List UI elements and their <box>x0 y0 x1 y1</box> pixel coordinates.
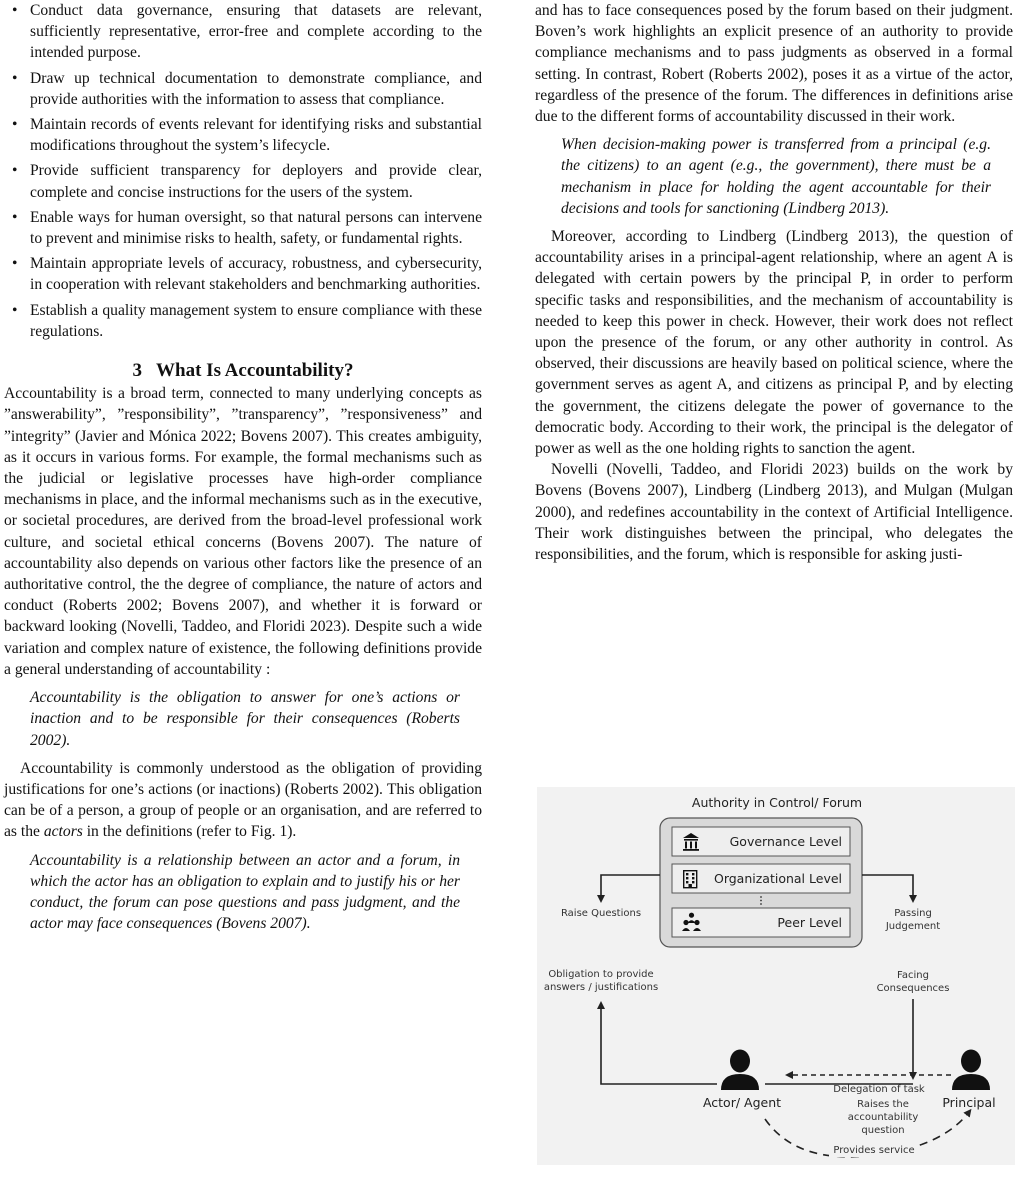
bullet-icon: • <box>12 162 18 180</box>
list-item-text: Establish a quality management system to ensure compliance with these regulations. <box>30 301 482 340</box>
raises-label-line3: question <box>861 1125 905 1136</box>
bullet-icon: • <box>12 116 18 134</box>
paragraph: and has to face consequences posed by the forum based on their judgment. Boven’s work highlights an explicit presence of an authority to provide compliance mechanisms and to pass judgments as observed in a formal setting. In contrast, Robert (Roberts 2002), poses it as a virtue of the actor, regardless of the presence of the forum. The differences in definitions arise due to the different forms of accountability discussed in their work. <box>535 2 1013 126</box>
forum-title: Authority in Control/ Forum <box>691 795 863 810</box>
organizational-level-label: Organizational Level <box>713 871 842 886</box>
block-quote: Accountability is the obligation to answer for one’s actions or inaction and to be responsible for their consequences (Roberts 2002). <box>30 689 460 749</box>
paragraph: Accountability is a broad term, connected to many underlying concepts as ”answerability”, ”responsibility”, ”transparency”, ”responsiveness” and ”integrity” (Javier and Mónica 2022; Bovens 2007). This creates ambiguity, as it occurs in various forms. For example, the formal mechanisms such as the judicial or legislative processes have high-order compliance mechanisms in place, and the informal mechanisms such as in the executive, or societal procedures, are derived from the broad-level professional work culture, and societal ethical concerns (Bovens 2007). The nature of accountability also depends on various other factors like the presence of an authoritative control, the the degree of compliance, the nature of actors and conduct (Roberts 2002; Bovens 2007), and whether it is forward or backward looking (Novelli, Taddeo, and Floridi 2023). Despite such a wide variation and complex nature of existence, the following definitions provide a general understanding of accountability : <box>4 385 482 678</box>
paragraph <box>4 758 482 843</box>
facing-label-line2: Consequences <box>876 983 950 994</box>
paragraph: Moreover, according to Lindberg (Lindberg 2013), the question of accountability arises in a principal-agent relationship, where an agent A is delegated with certain powers by the principal P, in order to perform specific tasks and responsibilities, and the mechanism of accountability is needed to keep this power in check. However, their work does not reflect upon the presence of the forum, or any other authority in control. As observed, their discussions are heavily based on political science, where the government serves as agent A, and citizens as principal P, and by electing the government, the citizens delegate the power of governance to the democratic body. According to their work, the principal is the delegator of power as well as the one holding rights to sanction the agent. <box>535 228 1013 458</box>
paragraph-text: in the definitions (refer to Fig. 1). <box>82 823 297 841</box>
list-item <box>4 160 482 202</box>
list-item <box>4 114 482 156</box>
passing-label-line1: Passing <box>894 908 932 919</box>
bullet-icon: • <box>12 301 18 319</box>
block-quote: Accountability is a relationship between an actor and a forum, in which the actor has an obligation to explain and to justify his or her conduct, the forum can pose questions and pass judgment, and the actor may face consequences (Bovens 2007). <box>30 851 460 933</box>
list-item <box>4 300 482 342</box>
paragraph-text: Accountability is commonly understood as the obligation of providing justifications for one’s actions (or inactions) (Roberts 2002). This obligation can be of a person, a group of people or an organisation, and are referred to as the <box>4 759 482 841</box>
passing-label-line2: Judgement <box>885 921 941 932</box>
bullet-icon: • <box>12 255 18 273</box>
section-heading <box>4 360 482 381</box>
accountability-figure <box>537 787 1015 1165</box>
list-item-text: Draw up technical documentation to demonstrate compliance, and provide authorities with the information to assess that compliance. <box>30 69 482 108</box>
peer-level-label: Peer Level <box>777 915 842 930</box>
ellipsis-icon <box>760 896 762 905</box>
requirements-list <box>4 0 482 342</box>
list-item-text: Provide sufficient transparency for deployers and provide clear, complete and concise instructions for the users of the system. <box>30 162 482 201</box>
actor-label: Actor/ Agent <box>702 1095 782 1110</box>
facing-label-line1: Facing <box>897 970 929 981</box>
bullet-icon: • <box>12 69 18 87</box>
left-connector-arrow <box>601 875 660 899</box>
delegation-label: Delegation of task <box>833 1084 925 1095</box>
block-quote: When decision-making power is transferred from a principal (e.g. the citizens) to an agent (e.g., the government), there must be a mechanism in place for holding the agent accountable for their decisions and tools for sanctioning (Lindberg 2013). <box>561 136 991 217</box>
list-item <box>4 207 482 249</box>
section-number: 3 <box>132 360 143 382</box>
list-item-text: Conduct data governance, ensuring that datasets are relevant, sufficiently representative, error-free and complete according to the intended purpose. <box>30 2 482 62</box>
accountability-diagram <box>537 787 1015 1165</box>
raises-label-line1: Raises the <box>857 1099 909 1110</box>
obligation-arrow <box>601 1005 717 1084</box>
right-column <box>535 0 1013 565</box>
list-item <box>4 253 482 295</box>
bullet-icon: • <box>12 208 18 226</box>
raise-questions-label: Raise Questions <box>560 908 642 919</box>
list-item <box>4 68 482 110</box>
raises-label-line2: accountability <box>847 1112 919 1123</box>
section-title: What Is Accountability? <box>156 360 354 382</box>
paragraph: Novelli (Novelli, Taddeo, and Floridi 2023) builds on the work by Bovens (Bovens 2007), Lindberg (Lindberg 2013), and Mulgan (Mulgan 2000), and redefines accountability in the context of Artificial Intelligence. Their work distinguishes between the principal, who delegates the responsibilities, and the forum, which is responsible for asking justi- <box>535 461 1013 564</box>
list-item <box>4 0 482 64</box>
left-column <box>4 0 482 941</box>
bullet-icon: • <box>12 2 18 19</box>
list-item-text: Maintain appropriate levels of accuracy, robustness, and cybersecurity, in cooperation with relevant stakeholders and benchmarking authorities. <box>30 255 482 294</box>
passing-judgement-arrow <box>862 875 913 899</box>
principal-label: Principal <box>942 1095 996 1110</box>
list-item-text: Maintain records of events relevant for identifying risks and substantial modifications throughout the system’s lifecycle. <box>30 116 482 155</box>
list-item-text: Enable ways for human oversight, so that natural persons can intervene to prevent and minimise risks to health, safety, or fundamental rights. <box>30 208 482 248</box>
emphasis-text: actors <box>43 823 83 841</box>
principal-icon <box>952 1050 990 1091</box>
actor-icon <box>721 1050 759 1091</box>
obligation-label-line2: answers / justifications <box>543 982 659 993</box>
provides-service-label: Provides service <box>833 1145 915 1156</box>
governance-level-label: Governance Level <box>729 834 842 849</box>
obligation-label-line1: Obligation to provide <box>548 969 654 980</box>
